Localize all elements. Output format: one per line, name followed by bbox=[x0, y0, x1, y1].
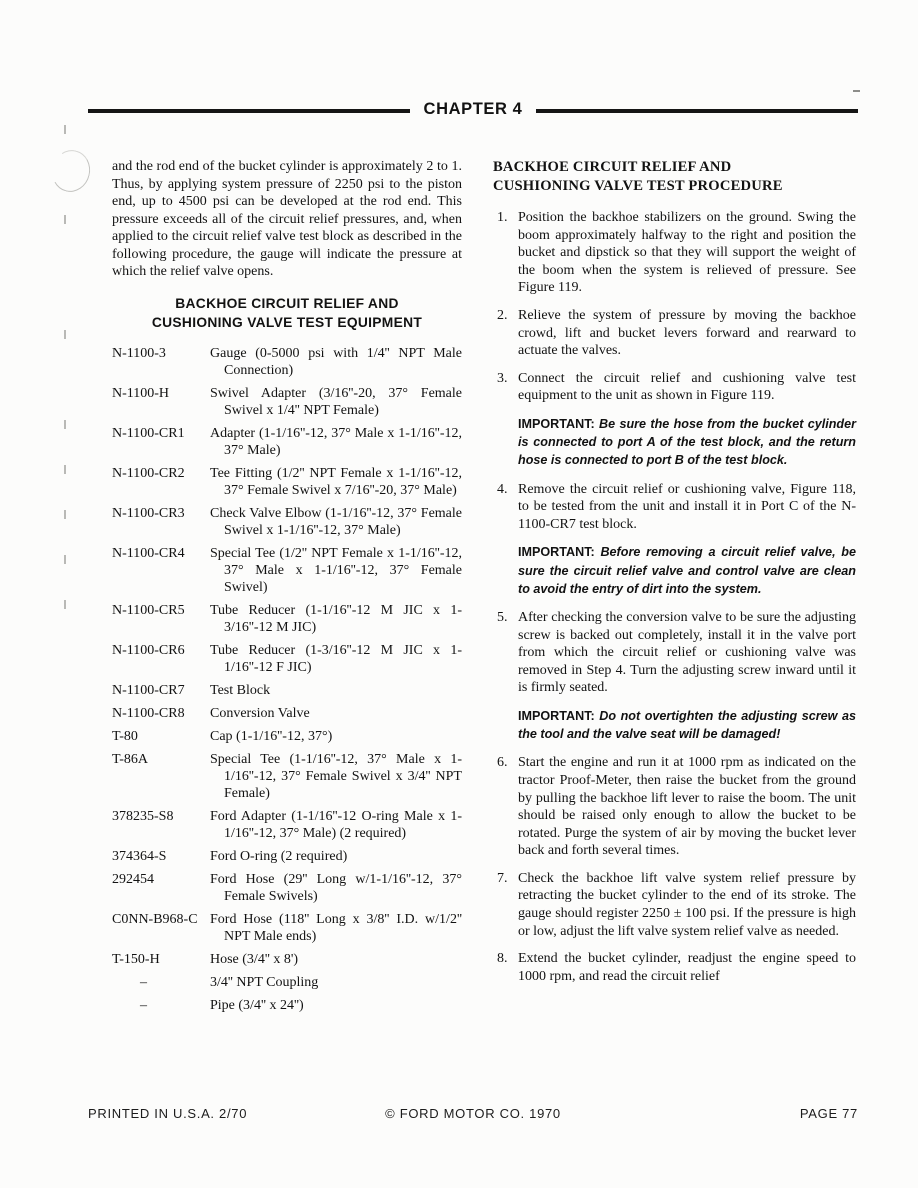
equipment-row bbox=[112, 951, 462, 968]
equipment-row bbox=[112, 871, 462, 905]
page-footer bbox=[88, 1106, 858, 1121]
equipment-row bbox=[112, 425, 462, 459]
part-number: T-150-H bbox=[112, 951, 160, 967]
equipment-row bbox=[112, 848, 462, 865]
procedure-step bbox=[493, 609, 856, 697]
equipment-row bbox=[112, 385, 462, 419]
part-description: Ford Hose (118'' Long x 3/8'' I.D. w/1/2'' NPT Male ends) bbox=[210, 911, 462, 944]
step-number: 4. bbox=[497, 481, 508, 497]
equipment-row bbox=[112, 728, 462, 745]
equipment-row bbox=[112, 345, 462, 379]
important-label: IMPORTANT: bbox=[518, 545, 601, 560]
part-number: N-1100-CR1 bbox=[112, 425, 185, 441]
step-text: Remove the circuit relief or cushioning valve, Figure 118, to be tested from the unit and install it in Port C of the N-1100-CR7 test block. bbox=[518, 481, 856, 532]
step-text: Connect the circuit relief and cushioning valve test equipment to the unit as shown in Figure 119. bbox=[518, 370, 856, 404]
equipment-row bbox=[112, 751, 462, 802]
part-description: Check Valve Elbow (1-1/16''-12, 37° Female Swivel x 1-1/16''-12, 37° Male) bbox=[210, 505, 462, 538]
procedure-steps bbox=[493, 209, 856, 985]
equipment-row bbox=[112, 705, 462, 722]
equipment-row bbox=[112, 808, 462, 842]
procedure-heading bbox=[493, 158, 856, 196]
part-description: Special Tee (1/2'' NPT Female x 1-1/16''-12, 37° Male x 1-1/16''-12, 37° Female Swivel) bbox=[210, 545, 462, 595]
step-number: 8. bbox=[497, 951, 508, 967]
part-number: N-1100-CR2 bbox=[112, 465, 185, 481]
part-description: Swivel Adapter (3/16''-20, 37° Female Swivel x 1/4'' NPT Female) bbox=[210, 385, 462, 418]
chapter-header bbox=[88, 101, 858, 120]
intro-paragraph: and the rod end of the bucket cylinder is approximately 2 to 1. Thus, by applying system pressure of 2250 psi to the piston end, up to 4500 psi can be developed at the rod end. This pressure exceeds all of the circuit relief pressures, and, when applied to the circuit relief valve test block as described in the following procedure, the gauge will indicate the pressure at which the relief valve opens. bbox=[112, 159, 462, 279]
procedure-step bbox=[493, 870, 856, 940]
part-number: N-1100-H bbox=[112, 385, 170, 401]
equipment-row bbox=[112, 465, 462, 499]
part-number: N-1100-CR5 bbox=[112, 602, 185, 618]
part-number: N-1100-CR8 bbox=[112, 705, 185, 721]
procedure-step bbox=[493, 754, 856, 860]
part-number: N-1100-CR4 bbox=[112, 545, 185, 561]
part-number: T-86A bbox=[112, 751, 149, 767]
part-number: N-1100-CR3 bbox=[112, 505, 185, 521]
part-description: Cap (1-1/16''-12, 37°) bbox=[210, 728, 333, 744]
part-number: N-1100-CR6 bbox=[112, 642, 185, 658]
important-label: IMPORTANT: bbox=[518, 708, 600, 723]
procedure-step bbox=[493, 370, 856, 405]
part-description: Test Block bbox=[210, 682, 271, 698]
important-note bbox=[518, 543, 856, 598]
header-rule-left bbox=[88, 109, 410, 113]
part-number: 292454 bbox=[112, 871, 154, 887]
step-number: 7. bbox=[497, 870, 508, 886]
procedure-step bbox=[493, 481, 856, 534]
equipment-row bbox=[112, 682, 462, 699]
step-text: After checking the conversion valve to be sure the adjusting screw is backed out completely, install it in the valve port from which the circuit relief or cushioning valve was removed in Step 4. Turn the adjusting screw inward until it is firmly seated. bbox=[518, 609, 856, 696]
procedure-heading-line1: BACKHOE CIRCUIT RELIEF AND bbox=[493, 159, 732, 175]
part-description: Special Tee (1-1/16''-12, 37° Male x 1-1/16''-12, 37° Female Swivel x 3/4'' NPT Female) bbox=[210, 751, 462, 801]
step-text: Start the engine and run it at 1000 rpm as indicated on the tractor Proof-Meter, then raise the bucket from the ground by pulling the backhoe lift lever to raise the boom. The unit should be raised only enough to allow the bucket to be rotated. Purge the system of air by moving the bucket lever back and forth several times. bbox=[518, 755, 856, 859]
step-number: 1. bbox=[497, 210, 508, 225]
part-description: Tee Fitting (1/2'' NPT Female x 1-1/16''-12, 37° Female Swivel x 7/16''-20, 37° Male) bbox=[210, 465, 462, 498]
equipment-row bbox=[112, 545, 462, 596]
equipment-heading-line1: BACKHOE CIRCUIT RELIEF AND bbox=[175, 295, 399, 311]
part-number: N-1100-CR7 bbox=[112, 682, 185, 698]
scan-artifact bbox=[64, 125, 66, 134]
scan-artifact bbox=[853, 90, 860, 92]
part-number: T-80 bbox=[112, 728, 138, 744]
part-description: Hose (3/4'' x 8') bbox=[210, 951, 299, 967]
procedure-step bbox=[493, 950, 856, 985]
equipment-row bbox=[112, 642, 462, 676]
step-text: Relieve the system of pressure by moving the backhoe crowd, lift and bucket levers forward and rearward to actuate the valves. bbox=[518, 307, 856, 359]
procedure-step bbox=[493, 307, 856, 360]
part-description: Gauge (0-5000 psi with 1/4'' NPT Male Connection) bbox=[210, 345, 462, 378]
equipment-heading bbox=[112, 294, 462, 332]
part-number: C0NN-B968-C bbox=[112, 911, 198, 927]
important-text: Do not overtighten the adjusting screw as the tool and the valve seat will be damaged! bbox=[518, 708, 857, 742]
step-number: 3. bbox=[497, 370, 508, 386]
important-text: Be sure the hose from the bucket cylinder is connected to port A of the test block, and the return hose is connected to port B of the test block. bbox=[518, 416, 857, 468]
page-body bbox=[0, 158, 918, 1020]
part-description: 3/4'' NPT Coupling bbox=[210, 974, 319, 990]
part-description: Conversion Valve bbox=[210, 705, 310, 721]
part-number: 378235-S8 bbox=[112, 808, 174, 824]
equipment-row bbox=[112, 974, 462, 991]
part-description: Ford Adapter (1-1/16''-12 O-ring Male x 1-1/16''-12, 37° Male) (2 required) bbox=[210, 808, 462, 841]
part-number: – bbox=[140, 974, 147, 990]
part-description: Adapter (1-1/16''-12, 37° Male x 1-1/16''-12, 37° Male) bbox=[210, 425, 462, 458]
step-text: Extend the bucket cylinder, readjust the engine speed to 1000 rpm, and read the circuit relief bbox=[518, 951, 856, 984]
step-text: Check the backhoe lift valve system relief pressure by retracting the bucket cylinder to the end of its stroke. The gauge should register 2250 ± 100 psi. If the pressure is high or low, adjust the lift valve system relief valve as needed. bbox=[518, 870, 856, 939]
important-label: IMPORTANT: bbox=[518, 416, 600, 431]
equipment-row bbox=[112, 602, 462, 636]
step-text: Position the backhoe stabilizers on the ground. Swing the boom approximately halfway to the right and position the bucket and dipstick so that they will support the weight of the boom when the system is relieved of pressure. See Figure 119. bbox=[518, 210, 856, 296]
step-number: 5. bbox=[497, 609, 508, 625]
footer-copyright: © FORD MOTOR CO. 1970 bbox=[385, 1106, 561, 1121]
right-column bbox=[493, 158, 856, 1020]
chapter-title: CHAPTER 4 bbox=[423, 100, 523, 118]
part-number: – bbox=[140, 997, 147, 1013]
equipment-row bbox=[112, 911, 462, 945]
part-description: Tube Reducer (1-3/16''-12 M JIC x 1-1/16''-12 F JIC) bbox=[210, 642, 462, 675]
equipment-row bbox=[112, 505, 462, 539]
part-number: N-1100-3 bbox=[112, 345, 166, 361]
part-description: Pipe (3/4'' x 24'') bbox=[210, 997, 304, 1013]
part-description: Ford Hose (29'' Long w/1-1/16''-12, 37° Female Swivels) bbox=[210, 871, 462, 904]
equipment-row bbox=[112, 997, 462, 1014]
step-number: 2. bbox=[497, 307, 508, 323]
procedure-heading-line2: CUSHIONING VALVE TEST PROCEDURE bbox=[493, 178, 783, 194]
part-description: Tube Reducer (1-1/16''-12 M JIC x 1-3/16''-12 M JIC) bbox=[210, 602, 462, 635]
procedure-step bbox=[493, 209, 856, 297]
step-number: 6. bbox=[497, 755, 508, 771]
important-text: Before removing a circuit relief valve, be sure the circuit relief valve and control valve are clean to avoid the entry of dirt into the system. bbox=[518, 545, 856, 596]
equipment-heading-line2: CUSHIONING VALVE TEST EQUIPMENT bbox=[151, 314, 423, 330]
left-column bbox=[112, 158, 462, 1020]
equipment-list bbox=[112, 345, 462, 1014]
footer-printed-in: PRINTED IN U.S.A. 2/70 bbox=[88, 1106, 248, 1121]
important-note bbox=[518, 707, 856, 743]
part-description: Ford O-ring (2 required) bbox=[210, 848, 348, 864]
part-number: 374364-S bbox=[112, 848, 167, 864]
header-rule-right bbox=[536, 109, 858, 113]
footer-page-number: PAGE 77 bbox=[799, 1106, 858, 1121]
important-note bbox=[518, 415, 856, 470]
